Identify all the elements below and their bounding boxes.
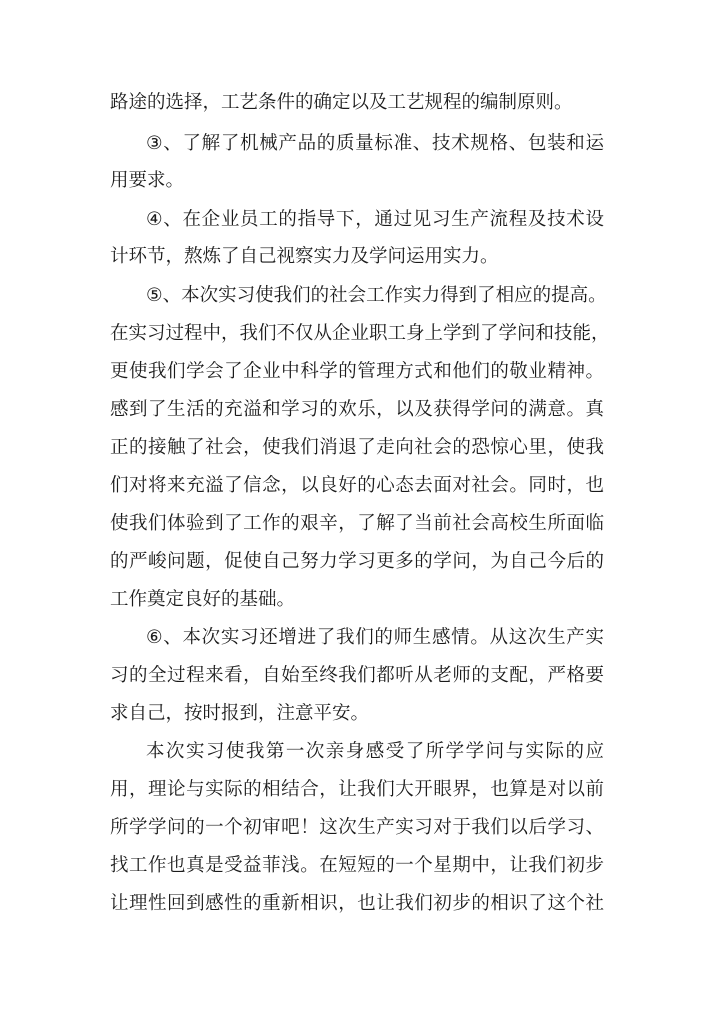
text-line: 让理性回到感性的重新相识，也让我们初步的相识了这个社	[110, 893, 604, 914]
text-line: 正的接触了社会，使我们消退了走向社会的恐惊心里，使我	[110, 437, 604, 458]
text-line: ⑤、本次实习使我们的社会工作实力得到了相应的提高。	[146, 285, 607, 306]
text-line: 计环节，熬炼了自己视察实力及学问运用实力。	[110, 246, 499, 267]
text-line: 们对将来充溢了信念，以良好的心态去面对社会。同时，也	[110, 475, 604, 496]
text-line: 本次实习使我第一次亲身感受了所学学问与实际的应	[146, 741, 604, 762]
text-line: ⑥、本次实习还增进了我们的师生感情。从这次生产实	[146, 627, 604, 648]
text-line: ④、在企业员工的指导下，通过见习生产流程及技术设	[146, 209, 604, 230]
text-line: 的严峻问题，促使自己努力学习更多的学问，为自己今后的	[110, 551, 604, 572]
text-line: 在实习过程中，我们不仅从企业职工身上学到了学问和技能，	[110, 323, 610, 344]
text-line: 找工作也真是受益菲浅。在短短的一个星期中，让我们初步	[110, 855, 604, 876]
text-line: ③、了解了机械产品的质量标准、技术规格、包装和运	[146, 133, 604, 154]
text-line: 路途的选择，工艺条件的确定以及工艺规程的编制原则。	[110, 92, 573, 113]
text-line: 求自己，按时报到，注意平安。	[110, 703, 370, 724]
text-line: 所学学问的一个初审吧！这次生产实习对于我们以后学习、	[110, 817, 604, 838]
text-line: 工作奠定良好的基础。	[110, 589, 296, 610]
text-line: 使我们体验到了工作的艰辛，了解了当前社会高校生所面临	[110, 513, 604, 534]
text-line: 用，理论与实际的相结合，让我们大开眼界，也算是对以前	[110, 779, 604, 800]
text-line: 习的全过程来看，自始至终我们都听从老师的支配，严格要	[110, 665, 604, 686]
text-line: 感到了生活的充溢和学习的欢乐，以及获得学问的满意。真	[110, 399, 604, 420]
text-line: 用要求。	[110, 170, 185, 191]
text-line: 更使我们学会了企业中科学的管理方式和他们的敬业精神。	[110, 361, 604, 382]
